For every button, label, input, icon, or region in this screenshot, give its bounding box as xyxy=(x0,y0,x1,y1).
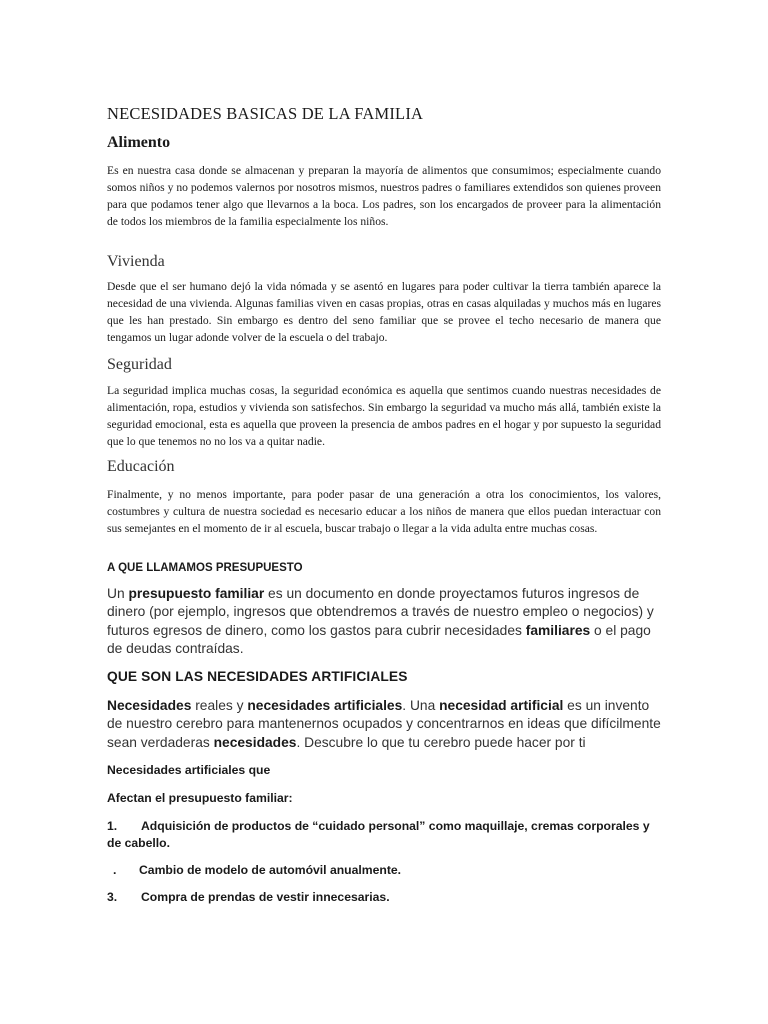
presupuesto-text-1: Un xyxy=(107,586,129,601)
paragraph-vivienda: Desde que el ser humano dejó la vida nómada y se asentó en lugares para poder cultivar la tierra también aparece la necesidad de una vivienda. Algunas familias viven en casas propias, otras en casas alquiladas y muchos más en lugares que les han prestado. Sin embargo es dentro del seno familiar que se provee el techo necesario de manera que tengamos un lugar adonde volver de la escuela o del trabajo. xyxy=(107,280,661,344)
artificiales-bold-4: necesidades xyxy=(213,734,297,750)
artificiales-text-2: . Una xyxy=(402,698,440,713)
heading-vivienda: Vivienda xyxy=(107,253,165,270)
paragraph-alimento: Es en nuestra casa donde se almacenan y preparan la mayoría de alimentos que consumimos; especialmente cuando somos niños y no podemos valernos por nosotros mismos, nuestros padres o familiares extendidos son quienes proveen para que podamos tener algo que llevarnos a la boca. Los padres, son los encargados de proveer para la alimentación de todos los miembros de la familia especialmente los niños. xyxy=(107,164,661,228)
list-item-number: 3. xyxy=(107,890,118,904)
heading-educacion: Educación xyxy=(107,458,175,475)
list-intro-line-1: Necesidades artificiales que xyxy=(107,763,271,777)
list-item xyxy=(107,889,661,906)
heading-alimento: Alimento xyxy=(107,134,171,151)
document-title: NECESIDADES BASICAS DE LA FAMILIA xyxy=(107,104,424,123)
artificiales-bold-3: necesidad artificial xyxy=(439,698,564,713)
paragraph-artificiales xyxy=(107,697,661,752)
list-item-number: 1. xyxy=(107,819,118,833)
heading-presupuesto: A QUE LLAMAMOS PRESUPUESTO xyxy=(107,562,303,574)
presupuesto-bold-2: familiares xyxy=(525,622,591,638)
list-item-text: Adquisición de productos de “cuidado personal” como maquillaje, cremas corporales y de cabello. xyxy=(107,819,650,850)
heading-artificiales: QUE SON LAS NECESIDADES ARTIFICIALES xyxy=(107,669,408,684)
artificiales-text-1: reales y xyxy=(191,698,248,713)
presupuesto-bold-1: presupuesto familiar xyxy=(128,586,265,601)
presupuesto-text-2: es un documento en donde proyectamos futuros ingresos de dinero (por ejemplo, ingresos que obtendremos a través de nuestro empleo o negocios) y futuros egresos de dinero, como los gastos para cubrir necesidades xyxy=(107,586,654,638)
list-item-number: . xyxy=(113,863,117,877)
artificiales-text-4: . Descubre lo que tu cerebro puede hacer por ti xyxy=(296,734,586,750)
list-intro-line-2: Afectan el presupuesto familiar: xyxy=(107,791,293,805)
artificiales-text-3: es un invento de nuestro cerebro para mantenernos ocupados y concentrarnos en ideas que difícilmente sean verdaderas xyxy=(107,698,661,750)
list-item-text: Cambio de modelo de automóvil anualmente. xyxy=(139,863,402,877)
list-item xyxy=(107,818,661,852)
artificiales-bold-1: Necesidades xyxy=(107,698,192,713)
heading-seguridad: Seguridad xyxy=(107,356,172,373)
paragraph-educacion: Finalmente, y no menos importante, para poder pasar de una generación a otra los conocimientos, los valores, costumbres y cultura de nuestra sociedad es necesario educar a los niños de manera que ellos puedan interactuar con sus semejantes en el momento de ir al escuela, buscar trabajo o llegar a la vida adulta entre muchas cosas. xyxy=(107,488,661,535)
artificiales-bold-2: necesidades artificiales xyxy=(247,698,403,713)
paragraph-presupuesto xyxy=(107,585,661,659)
presupuesto-text-3: o el pago de deudas contraídas. xyxy=(107,622,651,657)
list-item-text: Compra de prendas de vestir innecesarias. xyxy=(141,890,390,904)
paragraph-seguridad: La seguridad implica muchas cosas, la seguridad económica es aquella que sentimos cuando nuestras necesidades de alimentación, ropa, estudios y vivienda son satisfechos. Sin embargo la seguridad va mucho más allá, también existe la seguridad emocional, esta es aquella que proveen la presencia de ambos padres en el hogar y por supuesto la seguridad que lo que tenemos no no los va a quitar nadie. xyxy=(107,384,661,448)
list-item xyxy=(107,862,661,879)
